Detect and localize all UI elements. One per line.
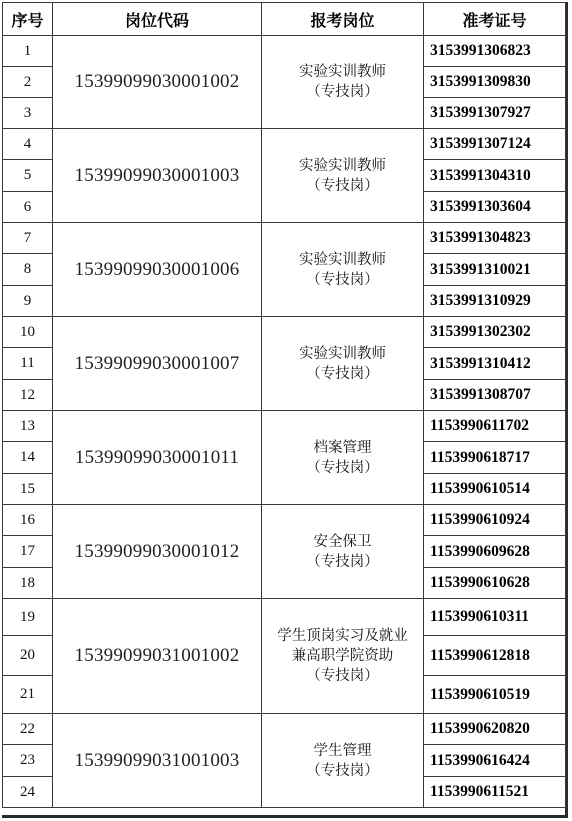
table-header: [3, 3, 566, 36]
position-name: [262, 317, 424, 411]
post-code: 15399099031001003: [53, 714, 262, 808]
row-index: 6: [3, 192, 53, 223]
exam-number: 3153991309830: [424, 67, 566, 98]
row-index: 20: [3, 636, 53, 676]
position-category: （专技岗）: [306, 762, 379, 779]
position-category: （专技岗）: [306, 177, 379, 194]
row-index: 12: [3, 380, 53, 411]
row-index: 19: [3, 599, 53, 636]
table-row: [3, 317, 566, 348]
position-title-line: 实验实训教师: [299, 64, 386, 80]
exam-number: 1153990611702: [424, 411, 566, 442]
exam-number: 1153990611521: [424, 777, 566, 808]
position-title-line: 安全保卫: [313, 533, 372, 550]
row-index: 24: [3, 777, 53, 808]
row-index: 18: [3, 568, 53, 599]
header-position: 报考岗位: [262, 3, 424, 36]
position-category: （专技岗）: [306, 553, 379, 570]
row-index: 9: [3, 286, 53, 317]
exam-number: 1153990610628: [424, 568, 566, 599]
row-index: 3: [3, 98, 53, 129]
post-code: 15399099030001003: [53, 129, 262, 223]
exam-number: 3153991303604: [424, 192, 566, 223]
row-index: 7: [3, 223, 53, 254]
exam-number: 3153991310929: [424, 286, 566, 317]
exam-number: 3153991308707: [424, 380, 566, 411]
exam-number: 3153991310412: [424, 348, 566, 380]
row-index: 13: [3, 411, 53, 442]
position-name: [262, 36, 424, 129]
exam-number: 3153991307124: [424, 129, 566, 160]
exam-number: 1153990610924: [424, 505, 566, 536]
exam-number: 1153990612818: [424, 636, 566, 676]
exam-number: 3153991304823: [424, 223, 566, 254]
exam-number: 3153991310021: [424, 254, 566, 286]
row-index: 16: [3, 505, 53, 536]
row-index: 15: [3, 474, 53, 505]
header-post-code: 岗位代码: [53, 3, 262, 36]
header-row: [3, 3, 566, 36]
row-index: 1: [3, 36, 53, 67]
table-row: [3, 599, 566, 636]
row-index: 21: [3, 676, 53, 714]
position-category: （专技岗）: [306, 668, 379, 684]
row-index: 8: [3, 254, 53, 286]
exam-number: 1153990609628: [424, 536, 566, 568]
exam-number: 1153990610311: [424, 599, 566, 636]
row-index: 22: [3, 714, 53, 745]
row-index: 10: [3, 317, 53, 348]
post-code: 15399099030001002: [53, 36, 262, 129]
exam-number: 3153991304310: [424, 160, 566, 192]
position-category: （专技岗）: [306, 271, 379, 288]
post-code: 15399099030001007: [53, 317, 262, 411]
exam-number: 1153990618717: [424, 442, 566, 474]
position-name: [262, 505, 424, 599]
position-title-line: 实验实训教师: [299, 345, 386, 362]
position-name: [262, 223, 424, 317]
post-code: 15399099030001011: [53, 411, 262, 505]
exam-number: 3153991302302: [424, 317, 566, 348]
position-category: （专技岗）: [306, 365, 379, 382]
position-name: [262, 599, 424, 714]
position-name: [262, 714, 424, 808]
table-row: [3, 36, 566, 67]
candidate-table: [2, 2, 566, 808]
header-exam-number: 准考证号: [424, 3, 566, 36]
position-title-line: 实验实训教师: [299, 157, 386, 174]
position-category: （专技岗）: [306, 459, 379, 476]
post-code: 15399099030001006: [53, 223, 262, 317]
exam-number: 1153990620820: [424, 714, 566, 745]
position-title-line: 兼高职学院资助: [291, 648, 394, 664]
row-index: 11: [3, 348, 53, 380]
position-title-line: 档案管理: [313, 439, 372, 456]
post-code: 15399099030001012: [53, 505, 262, 599]
exam-number: 3153991307927: [424, 98, 566, 129]
exam-number: 1153990610519: [424, 676, 566, 714]
row-index: 23: [3, 745, 53, 777]
row-index: 14: [3, 442, 53, 474]
table-body: [3, 36, 566, 808]
position-name: [262, 129, 424, 223]
position-category: （专技岗）: [306, 84, 379, 100]
results-sheet: [2, 2, 568, 818]
table-row: [3, 411, 566, 442]
position-title-line: 实验实训教师: [299, 251, 386, 268]
exam-number: 1153990610514: [424, 474, 566, 505]
row-index: 5: [3, 160, 53, 192]
position-title-line: 学生管理: [313, 742, 372, 759]
row-index: 2: [3, 67, 53, 98]
position-name: [262, 411, 424, 505]
row-index: 4: [3, 129, 53, 160]
table-row: [3, 223, 566, 254]
table-row: [3, 129, 566, 160]
exam-number: 3153991306823: [424, 36, 566, 67]
position-title-line: 学生顶岗实习及就业: [277, 628, 408, 644]
table-row: [3, 714, 566, 745]
header-index: 序号: [3, 3, 53, 36]
row-index: 17: [3, 536, 53, 568]
table-row: [3, 505, 566, 536]
post-code: 15399099031001002: [53, 599, 262, 714]
exam-number: 1153990616424: [424, 745, 566, 777]
